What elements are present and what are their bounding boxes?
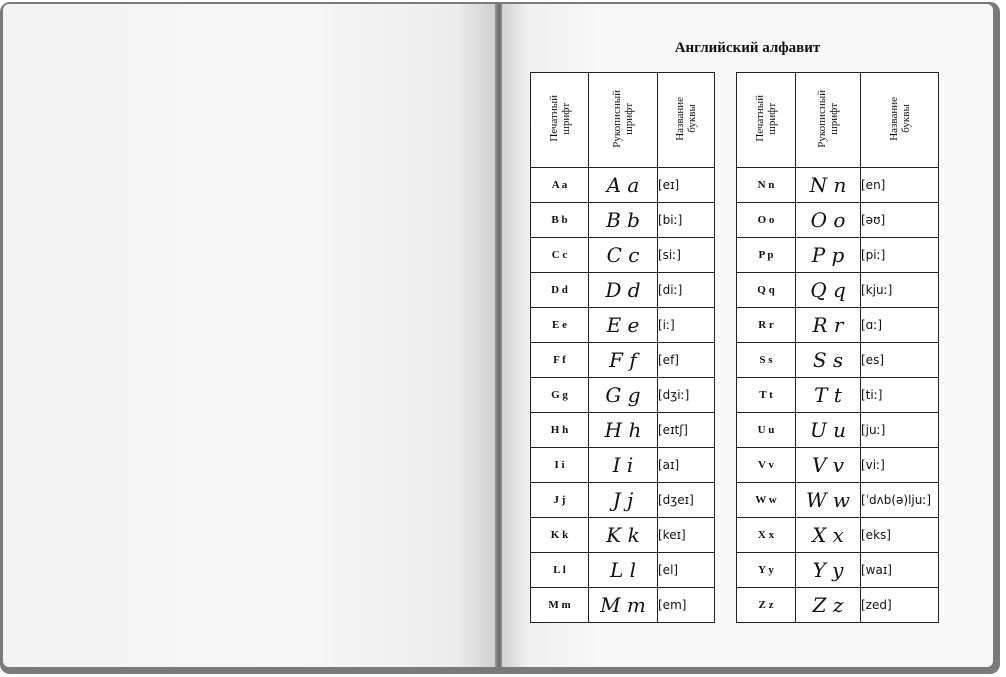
- header-script: Рукописный шрифт: [796, 73, 861, 168]
- script-letter-cell: Q q: [796, 273, 861, 308]
- letter-name-cell: [piː]: [861, 238, 939, 273]
- print-letter-cell: H h: [531, 413, 589, 448]
- alphabet-table-right: [736, 72, 939, 623]
- table-header-row: [737, 73, 939, 168]
- table-row: [737, 343, 939, 378]
- table-row: [531, 273, 715, 308]
- table-row: [531, 168, 715, 203]
- letter-name-cell: [el]: [658, 553, 715, 588]
- script-letter-cell: Y y: [796, 553, 861, 588]
- print-letter-cell: Y y: [737, 553, 796, 588]
- script-letter-cell: G g: [589, 378, 658, 413]
- script-letter-cell: E e: [589, 308, 658, 343]
- table-row: [737, 378, 939, 413]
- table-row: [531, 553, 715, 588]
- script-letter-cell: S s: [796, 343, 861, 378]
- table-row: [737, 273, 939, 308]
- table-row: [531, 413, 715, 448]
- letter-name-cell: [eɪ]: [658, 168, 715, 203]
- page-title: Английский алфавит: [674, 40, 821, 56]
- header-print: Печатный шрифт: [737, 73, 796, 168]
- print-letter-cell: C c: [531, 238, 589, 273]
- letter-name-cell: [zed]: [861, 588, 939, 623]
- print-letter-cell: F f: [531, 343, 589, 378]
- script-letter-cell: I i: [589, 448, 658, 483]
- table-row: [737, 588, 939, 623]
- letter-name-cell: [ˈdʌb(ə)ljuː]: [861, 483, 939, 518]
- print-letter-cell: U u: [737, 413, 796, 448]
- table-row: [531, 308, 715, 343]
- print-letter-cell: L l: [531, 553, 589, 588]
- table-row: [531, 483, 715, 518]
- print-letter-cell: D d: [531, 273, 589, 308]
- print-letter-cell: R r: [737, 308, 796, 343]
- print-letter-cell: G g: [531, 378, 589, 413]
- header-name: Название буквы: [861, 73, 939, 168]
- script-letter-cell: R r: [796, 308, 861, 343]
- script-letter-cell: M m: [589, 588, 658, 623]
- letter-name-cell: [en]: [861, 168, 939, 203]
- table-row: [531, 203, 715, 238]
- script-letter-cell: K k: [589, 518, 658, 553]
- letter-name-cell: [tiː]: [861, 378, 939, 413]
- letter-name-cell: [dʒeɪ]: [658, 483, 715, 518]
- print-letter-cell: M m: [531, 588, 589, 623]
- print-letter-cell: T t: [737, 378, 796, 413]
- print-letter-cell: X x: [737, 518, 796, 553]
- letter-name-cell: [diː]: [658, 273, 715, 308]
- script-letter-cell: X x: [796, 518, 861, 553]
- table-row: [737, 238, 939, 273]
- script-letter-cell: D d: [589, 273, 658, 308]
- table-row: [737, 518, 939, 553]
- print-letter-cell: W w: [737, 483, 796, 518]
- print-letter-cell: J j: [531, 483, 589, 518]
- table-row: [531, 238, 715, 273]
- left-page: [3, 4, 496, 667]
- table-row: [737, 168, 939, 203]
- table-row: [531, 518, 715, 553]
- print-letter-cell: A a: [531, 168, 589, 203]
- table-row: [531, 343, 715, 378]
- alphabet-table-left: [530, 72, 715, 623]
- table-row: [737, 203, 939, 238]
- script-letter-cell: V v: [796, 448, 861, 483]
- letter-name-cell: [aɪ]: [658, 448, 715, 483]
- print-letter-cell: K k: [531, 518, 589, 553]
- script-letter-cell: H h: [589, 413, 658, 448]
- table-row: [531, 448, 715, 483]
- letter-name-cell: [viː]: [861, 448, 939, 483]
- script-letter-cell: O o: [796, 203, 861, 238]
- script-letter-cell: Z z: [796, 588, 861, 623]
- letter-name-cell: [eks]: [861, 518, 939, 553]
- script-letter-cell: P p: [796, 238, 861, 273]
- print-letter-cell: N n: [737, 168, 796, 203]
- print-letter-cell: E e: [531, 308, 589, 343]
- script-letter-cell: W w: [796, 483, 861, 518]
- letter-name-cell: [siː]: [658, 238, 715, 273]
- letter-name-cell: [kjuː]: [861, 273, 939, 308]
- print-letter-cell: S s: [737, 343, 796, 378]
- letter-name-cell: [es]: [861, 343, 939, 378]
- print-letter-cell: B b: [531, 203, 589, 238]
- header-print: Печатный шрифт: [531, 73, 589, 168]
- script-letter-cell: B b: [589, 203, 658, 238]
- table-row: [531, 588, 715, 623]
- letter-name-cell: [em]: [658, 588, 715, 623]
- header-script: Рукописный шрифт: [589, 73, 658, 168]
- script-letter-cell: C c: [589, 238, 658, 273]
- script-letter-cell: T t: [796, 378, 861, 413]
- letter-name-cell: [əʊ]: [861, 203, 939, 238]
- table-row: [531, 378, 715, 413]
- table-row: [737, 553, 939, 588]
- table-row: [737, 308, 939, 343]
- print-letter-cell: P p: [737, 238, 796, 273]
- letter-name-cell: [ɑː]: [861, 308, 939, 343]
- letter-name-cell: [biː]: [658, 203, 715, 238]
- print-letter-cell: O o: [737, 203, 796, 238]
- script-letter-cell: J j: [589, 483, 658, 518]
- script-letter-cell: N n: [796, 168, 861, 203]
- letter-name-cell: [keɪ]: [658, 518, 715, 553]
- print-letter-cell: Z z: [737, 588, 796, 623]
- letter-name-cell: [juː]: [861, 413, 939, 448]
- table-row: [737, 448, 939, 483]
- script-letter-cell: F f: [589, 343, 658, 378]
- print-letter-cell: Q q: [737, 273, 796, 308]
- print-letter-cell: V v: [737, 448, 796, 483]
- letter-name-cell: [iː]: [658, 308, 715, 343]
- letter-name-cell: [waɪ]: [861, 553, 939, 588]
- header-name: Название буквы: [658, 73, 715, 168]
- script-letter-cell: A a: [589, 168, 658, 203]
- letter-name-cell: [dʒiː]: [658, 378, 715, 413]
- table-row: [737, 483, 939, 518]
- table-row: [737, 413, 939, 448]
- letter-name-cell: [eɪtʃ]: [658, 413, 715, 448]
- script-letter-cell: U u: [796, 413, 861, 448]
- letter-name-cell: [ef]: [658, 343, 715, 378]
- print-letter-cell: I i: [531, 448, 589, 483]
- script-letter-cell: L l: [589, 553, 658, 588]
- table-header-row: [531, 73, 715, 168]
